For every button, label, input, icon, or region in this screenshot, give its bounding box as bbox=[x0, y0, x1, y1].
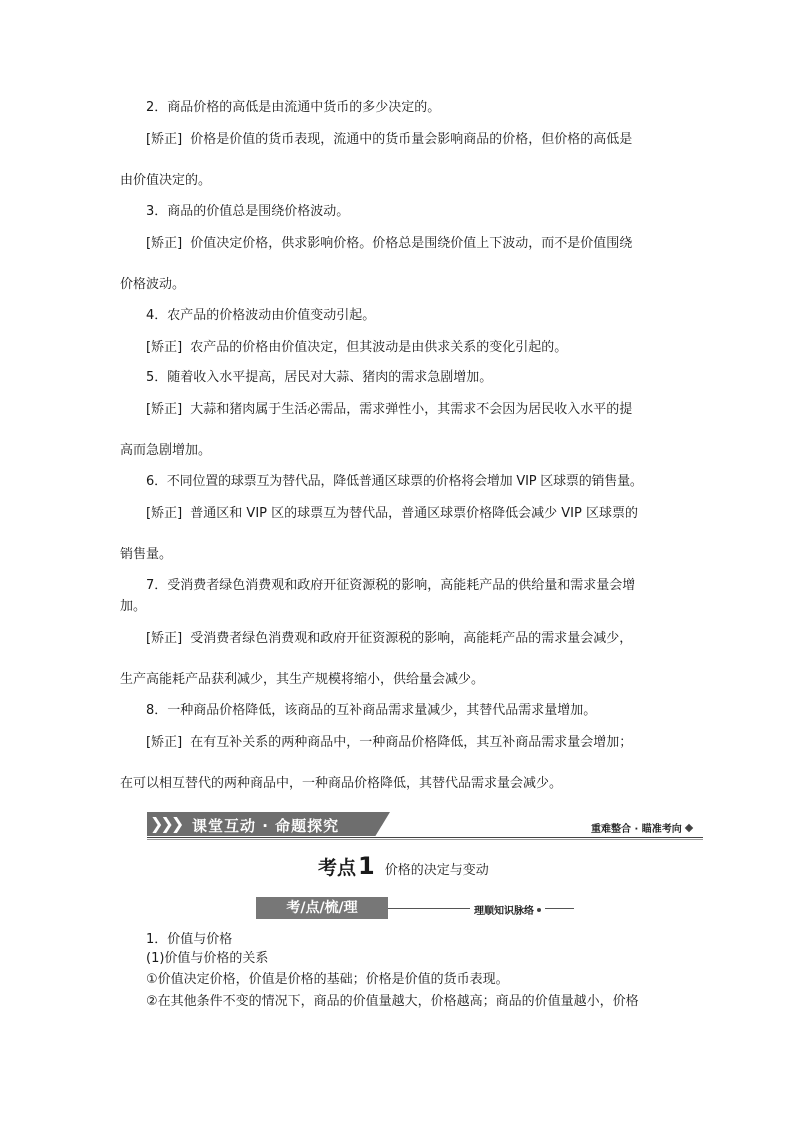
kaodian-label: 考点 bbox=[318, 857, 357, 879]
correction-3-cont: 价格波动。 bbox=[120, 277, 186, 292]
kaodian-heading bbox=[318, 852, 489, 880]
statement-5: 5．随着收入水平提高，居民对大蒜、猪肉的需求急剧增加。 bbox=[146, 370, 493, 385]
body-point-2: ②在其他条件不变的情况下，商品的价值量越大，价格越高；商品的价值量越小，价格 bbox=[146, 994, 639, 1009]
correction-7 bbox=[146, 630, 632, 648]
correction-text: 价格是价值的货币表现，流通中的货币量会影响商品的价格，但价格的高低是 bbox=[190, 132, 633, 147]
dot-icon bbox=[537, 908, 541, 912]
correction-text: 受消费者绿色消费观和政府开征资源税的影响，高能耗产品的需求量会减少， bbox=[190, 631, 633, 646]
correction-tag: [矫正] bbox=[146, 340, 183, 355]
statement-7-cont: 加。 bbox=[120, 599, 147, 614]
correction-8 bbox=[146, 734, 632, 752]
banner-rule bbox=[147, 837, 703, 838]
correction-6-cont: 销售量。 bbox=[120, 547, 173, 562]
correction-6 bbox=[146, 505, 638, 523]
kaodian-number: 1 bbox=[358, 852, 375, 880]
statement-8: 8．一种商品价格降低，该商品的互补商品需求量减少，其替代品需求量增加。 bbox=[146, 703, 597, 718]
body-subheading: (1)价值与价格的关系 bbox=[146, 951, 269, 966]
sub-banner-right bbox=[470, 902, 545, 917]
section-banner bbox=[147, 810, 707, 840]
correction-text: 普通区和 VIP 区的球票互为替代品，普通区球票价格降低会减少 VIP 区球票的 bbox=[190, 506, 638, 521]
diamond-icon bbox=[685, 824, 693, 832]
statement-4: 4．农产品的价格波动由价值变动引起。 bbox=[146, 308, 376, 323]
sub-banner-label: 考/点/梳/理 bbox=[256, 897, 388, 919]
sub-banner-right-text: 理顺知识脉络 bbox=[474, 906, 534, 917]
correction-7-cont: 生产高能耗产品获利减少，其生产规模将缩小，供给量会减少。 bbox=[120, 672, 485, 687]
double-chevron-icon: ❯❯❯ bbox=[150, 814, 182, 833]
statement-6: 6．不同位置的球票互为替代品，降低普通区球票的价格将会增加 VIP 区球票的销售量。 bbox=[146, 474, 643, 489]
correction-4 bbox=[146, 339, 567, 357]
correction-tag: [矫正] bbox=[146, 236, 183, 251]
body-point-1: ①价值决定价格，价值是价格的基础；价格是价值的货币表现。 bbox=[146, 972, 509, 987]
body-heading: 1．价值与价格 bbox=[146, 932, 233, 947]
correction-5-cont: 高而急剧增加。 bbox=[120, 443, 212, 458]
correction-3 bbox=[146, 235, 632, 253]
correction-2 bbox=[146, 131, 632, 149]
statement-7: 7．受消费者绿色消费观和政府开征资源税的影响，高能耗产品的供给量和需求量会增 bbox=[146, 578, 636, 593]
correction-2-cont: 由价值决定的。 bbox=[120, 173, 212, 188]
correction-tag: [矫正] bbox=[146, 506, 183, 521]
statement-2: 2．商品价格的高低是由流通中货币的多少决定的。 bbox=[146, 100, 441, 115]
correction-tag: [矫正] bbox=[146, 402, 183, 417]
correction-tag: [矫正] bbox=[146, 132, 183, 147]
correction-tag: [矫正] bbox=[146, 735, 183, 750]
correction-text: 在有互补关系的两种商品中，一种商品价格降低，其互补商品需求量会增加； bbox=[190, 735, 633, 750]
section-title: 课堂互动 · 命题探究 bbox=[192, 817, 340, 835]
banner-rule-secondary bbox=[147, 839, 703, 840]
sub-banner bbox=[256, 897, 574, 919]
correction-text: 大蒜和猪肉属于生活必需品，需求弹性小，其需求不会因为居民收入水平的提 bbox=[190, 402, 633, 417]
correction-8-cont: 在可以相互替代的两种商品中，一种商品价格降低，其替代品需求量会减少。 bbox=[120, 776, 563, 791]
correction-tag: [矫正] bbox=[146, 631, 183, 646]
statement-3: 3．商品的价值总是围绕价格波动。 bbox=[146, 204, 350, 219]
section-subtitle bbox=[591, 820, 692, 835]
section-subtitle-text: 重难整合 · 瞄准考向 bbox=[591, 824, 682, 835]
correction-text: 价值决定价格，供求影响价格。价格总是围绕价值上下波动，而不是价值围绕 bbox=[190, 236, 633, 251]
kaodian-title: 价格的决定与变动 bbox=[384, 863, 489, 878]
correction-text: 农产品的价格由价值决定，但其波动是由供求关系的变化引起的。 bbox=[190, 340, 568, 355]
correction-5 bbox=[146, 401, 632, 419]
